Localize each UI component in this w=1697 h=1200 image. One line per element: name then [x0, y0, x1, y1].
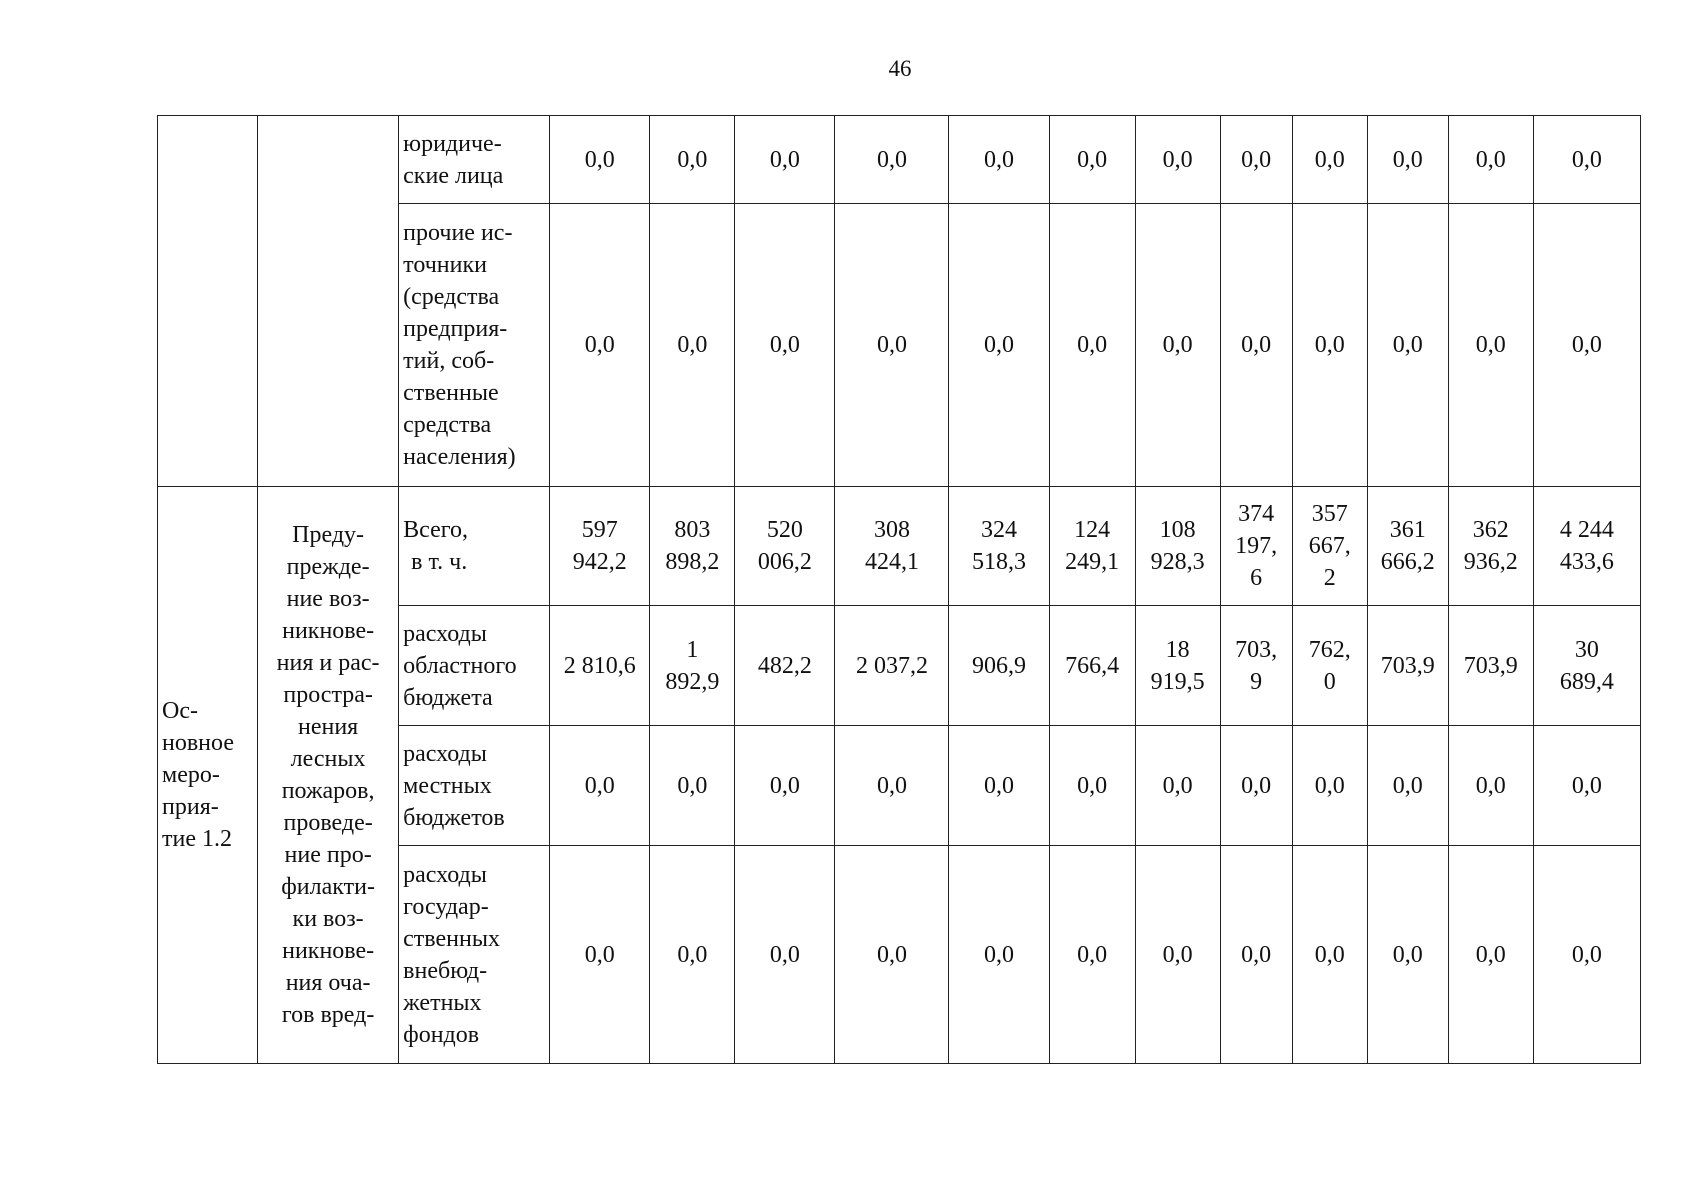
funding-source-line: Всего, — [403, 517, 469, 543]
value-line: 30 — [1574, 636, 1599, 663]
value-cell: 0,0 — [1367, 204, 1448, 487]
value-cell: 0,0 — [1367, 726, 1448, 846]
value-cell: 0,0 — [835, 726, 949, 846]
value-cell: 0,0 — [650, 726, 735, 846]
description-line: ния и рас- — [276, 650, 380, 676]
value-line: 2 — [1323, 565, 1336, 591]
funding-source-line: местных — [403, 772, 492, 799]
measure-line: Ос- — [162, 698, 198, 724]
value-cell: 0,0 — [1448, 116, 1533, 204]
value-cell — [1292, 487, 1367, 606]
value-line: 124 — [1074, 517, 1111, 543]
funding-source-line: ственные — [403, 380, 499, 406]
funding-source-line: фондов — [403, 1021, 480, 1048]
funding-source-line: бюджетов — [403, 804, 505, 831]
funding-source-line: прочие ис- — [403, 220, 513, 246]
funding-source-cell — [399, 846, 550, 1064]
value-line: 482,2 — [757, 652, 812, 679]
value-line: 942,2 — [572, 549, 627, 575]
measure-line: меро- — [162, 762, 220, 788]
value-cell: 0,0 — [735, 846, 835, 1064]
value-line: 006,2 — [757, 549, 812, 575]
value-cell: 0,0 — [949, 116, 1049, 204]
value-cell — [550, 487, 650, 606]
value-line: 108 — [1159, 517, 1196, 543]
funding-source-cell — [399, 204, 550, 487]
value-cell: 0,0 — [1292, 726, 1367, 846]
funding-source-line: в т. ч. — [411, 549, 468, 575]
value-cell — [1220, 487, 1292, 606]
description-line: лесных — [290, 746, 366, 772]
value-line: 906,9 — [972, 652, 1027, 679]
funding-source-line: расходы — [403, 861, 487, 888]
value-cell: 0,0 — [1448, 726, 1533, 846]
funding-source-line: точники — [403, 252, 487, 278]
value-cell: 0,0 — [949, 726, 1049, 846]
description-line: гов вред- — [281, 1002, 375, 1028]
value-cell: 0,0 — [1049, 204, 1135, 487]
value-cell — [1533, 487, 1640, 606]
value-line: 2 810,6 — [563, 652, 636, 679]
description-line: никнове- — [282, 938, 375, 964]
value-cell — [1135, 606, 1220, 726]
value-cell: 0,0 — [1448, 846, 1533, 1064]
value-cell: 0,0 — [949, 846, 1049, 1064]
value-cell — [1367, 487, 1448, 606]
value-cell — [1049, 487, 1135, 606]
value-cell — [1367, 606, 1448, 726]
description-line: ния оча- — [285, 970, 371, 996]
value-line: 0 — [1323, 668, 1336, 695]
value-line: 898,2 — [665, 549, 720, 575]
value-cell: 0,0 — [550, 204, 650, 487]
value-line: 1 — [686, 636, 699, 663]
value-cell: 0,0 — [550, 116, 650, 204]
funding-source-line: бюджета — [403, 684, 493, 711]
value-line: 4 244 — [1559, 517, 1614, 543]
measure-name-cell — [158, 487, 258, 1064]
description-line: прежде- — [286, 554, 370, 580]
funding-source-line: юридиче- — [403, 130, 502, 157]
value-cell: 0,0 — [1135, 204, 1220, 487]
funding-source-line: государ- — [403, 893, 489, 920]
description-line: ние про- — [284, 842, 372, 868]
value-line: 197, — [1235, 533, 1278, 559]
empty-cell — [258, 116, 399, 487]
value-line: 703,9 — [1463, 652, 1518, 679]
value-cell: 0,0 — [550, 846, 650, 1064]
budget-table — [157, 115, 1641, 1064]
page-number: 46 — [888, 56, 912, 81]
value-cell — [735, 606, 835, 726]
funding-source-line: тий, соб- — [403, 348, 495, 374]
funding-source-line: средства — [403, 412, 492, 438]
description-line: филакти- — [281, 874, 375, 900]
value-cell: 0,0 — [1292, 846, 1367, 1064]
table-row — [158, 116, 1641, 204]
funding-source-line: областного — [403, 652, 517, 679]
value-cell: 0,0 — [949, 204, 1049, 487]
value-cell: 0,0 — [735, 204, 835, 487]
description-line: Преду- — [292, 522, 365, 548]
value-cell: 0,0 — [550, 726, 650, 846]
value-line: 892,9 — [665, 668, 720, 695]
value-cell: 0,0 — [1220, 116, 1292, 204]
funding-source-line: жетных — [403, 989, 482, 1016]
table-row — [158, 487, 1641, 606]
value-line: 597 — [581, 517, 618, 543]
value-line: 324 — [981, 517, 1018, 543]
value-cell: 0,0 — [835, 846, 949, 1064]
value-cell — [650, 606, 735, 726]
value-cell: 0,0 — [1220, 846, 1292, 1064]
value-line: 936,2 — [1463, 549, 1518, 575]
value-cell — [949, 487, 1049, 606]
measure-line: тие 1.2 — [162, 826, 232, 852]
value-cell: 0,0 — [735, 726, 835, 846]
value-cell: 0,0 — [1367, 846, 1448, 1064]
value-cell: 0,0 — [1533, 204, 1640, 487]
empty-cell — [158, 116, 258, 487]
value-cell — [1533, 606, 1640, 726]
value-line: 374 — [1238, 501, 1275, 527]
measure-line: прия- — [162, 794, 219, 820]
value-cell: 0,0 — [1292, 116, 1367, 204]
funding-source-line: предприя- — [403, 316, 508, 342]
value-cell: 0,0 — [1135, 116, 1220, 204]
value-cell — [1448, 606, 1533, 726]
funding-source-cell — [399, 116, 550, 204]
value-line: 803 — [674, 517, 711, 543]
value-line: 362 — [1472, 517, 1509, 543]
value-line: 703,9 — [1380, 652, 1435, 679]
value-line: 667, — [1308, 533, 1351, 559]
value-line: 928,3 — [1150, 549, 1205, 575]
value-cell — [1220, 606, 1292, 726]
value-cell — [1292, 606, 1367, 726]
funding-source-line: расходы — [403, 740, 487, 767]
funding-source-line: населения) — [403, 444, 516, 470]
value-cell: 0,0 — [1533, 726, 1640, 846]
value-line: 762, — [1308, 636, 1351, 663]
value-cell: 0,0 — [1533, 116, 1640, 204]
value-line: 689,4 — [1559, 668, 1614, 695]
value-line: 6 — [1250, 565, 1263, 591]
value-cell: 0,0 — [1448, 204, 1533, 487]
value-cell: 0,0 — [650, 116, 735, 204]
value-cell — [949, 606, 1049, 726]
value-line: 18 — [1165, 636, 1190, 663]
value-line: 703, — [1235, 636, 1278, 663]
description-line: пожаров, — [281, 778, 375, 804]
value-cell: 0,0 — [835, 116, 949, 204]
value-cell: 0,0 — [1220, 204, 1292, 487]
value-line: 357 — [1311, 501, 1348, 527]
value-cell: 0,0 — [1049, 726, 1135, 846]
value-cell — [1049, 606, 1135, 726]
measure-line: новное — [162, 730, 234, 756]
value-cell: 0,0 — [1367, 116, 1448, 204]
value-line: 766,4 — [1065, 652, 1120, 679]
value-cell — [835, 606, 949, 726]
funding-source-cell — [399, 726, 550, 846]
value-cell — [650, 487, 735, 606]
value-cell: 0,0 — [1049, 846, 1135, 1064]
description-line: нения — [297, 714, 359, 740]
funding-source-line: расходы — [403, 620, 487, 647]
funding-source-line: ственных — [403, 925, 500, 952]
value-line: 249,1 — [1065, 549, 1120, 575]
value-line: 308 — [873, 517, 910, 543]
value-cell — [835, 487, 949, 606]
description-line: ние воз- — [286, 586, 370, 612]
value-cell: 0,0 — [650, 846, 735, 1064]
funding-source-cell — [399, 487, 550, 606]
value-cell — [735, 487, 835, 606]
value-cell: 0,0 — [650, 204, 735, 487]
measure-description-cell — [258, 487, 399, 1064]
value-cell: 0,0 — [1135, 846, 1220, 1064]
description-line: ки воз- — [292, 906, 364, 932]
value-line: 518,3 — [972, 549, 1027, 575]
funding-source-cell — [399, 606, 550, 726]
value-line: 2 037,2 — [855, 652, 928, 679]
value-line: 433,6 — [1559, 549, 1614, 575]
value-line: 9 — [1250, 668, 1263, 695]
value-cell — [550, 606, 650, 726]
description-line: простра- — [283, 682, 373, 708]
description-line: никнове- — [282, 618, 375, 644]
value-cell — [1448, 487, 1533, 606]
value-cell: 0,0 — [835, 204, 949, 487]
description-line: проведе- — [283, 810, 373, 836]
funding-source-line: внебюд- — [403, 957, 488, 984]
value-line: 361 — [1389, 517, 1426, 543]
value-line: 919,5 — [1150, 668, 1205, 695]
value-cell: 0,0 — [1533, 846, 1640, 1064]
funding-source-line: (средства — [403, 284, 500, 310]
value-cell — [1135, 487, 1220, 606]
value-cell: 0,0 — [1292, 204, 1367, 487]
value-line: 666,2 — [1380, 549, 1435, 575]
value-cell: 0,0 — [1135, 726, 1220, 846]
value-line: 520 — [766, 517, 803, 543]
funding-source-line: ские лица — [403, 162, 504, 189]
value-cell: 0,0 — [1220, 726, 1292, 846]
value-line: 424,1 — [864, 549, 919, 575]
value-cell: 0,0 — [1049, 116, 1135, 204]
value-cell: 0,0 — [735, 116, 835, 204]
